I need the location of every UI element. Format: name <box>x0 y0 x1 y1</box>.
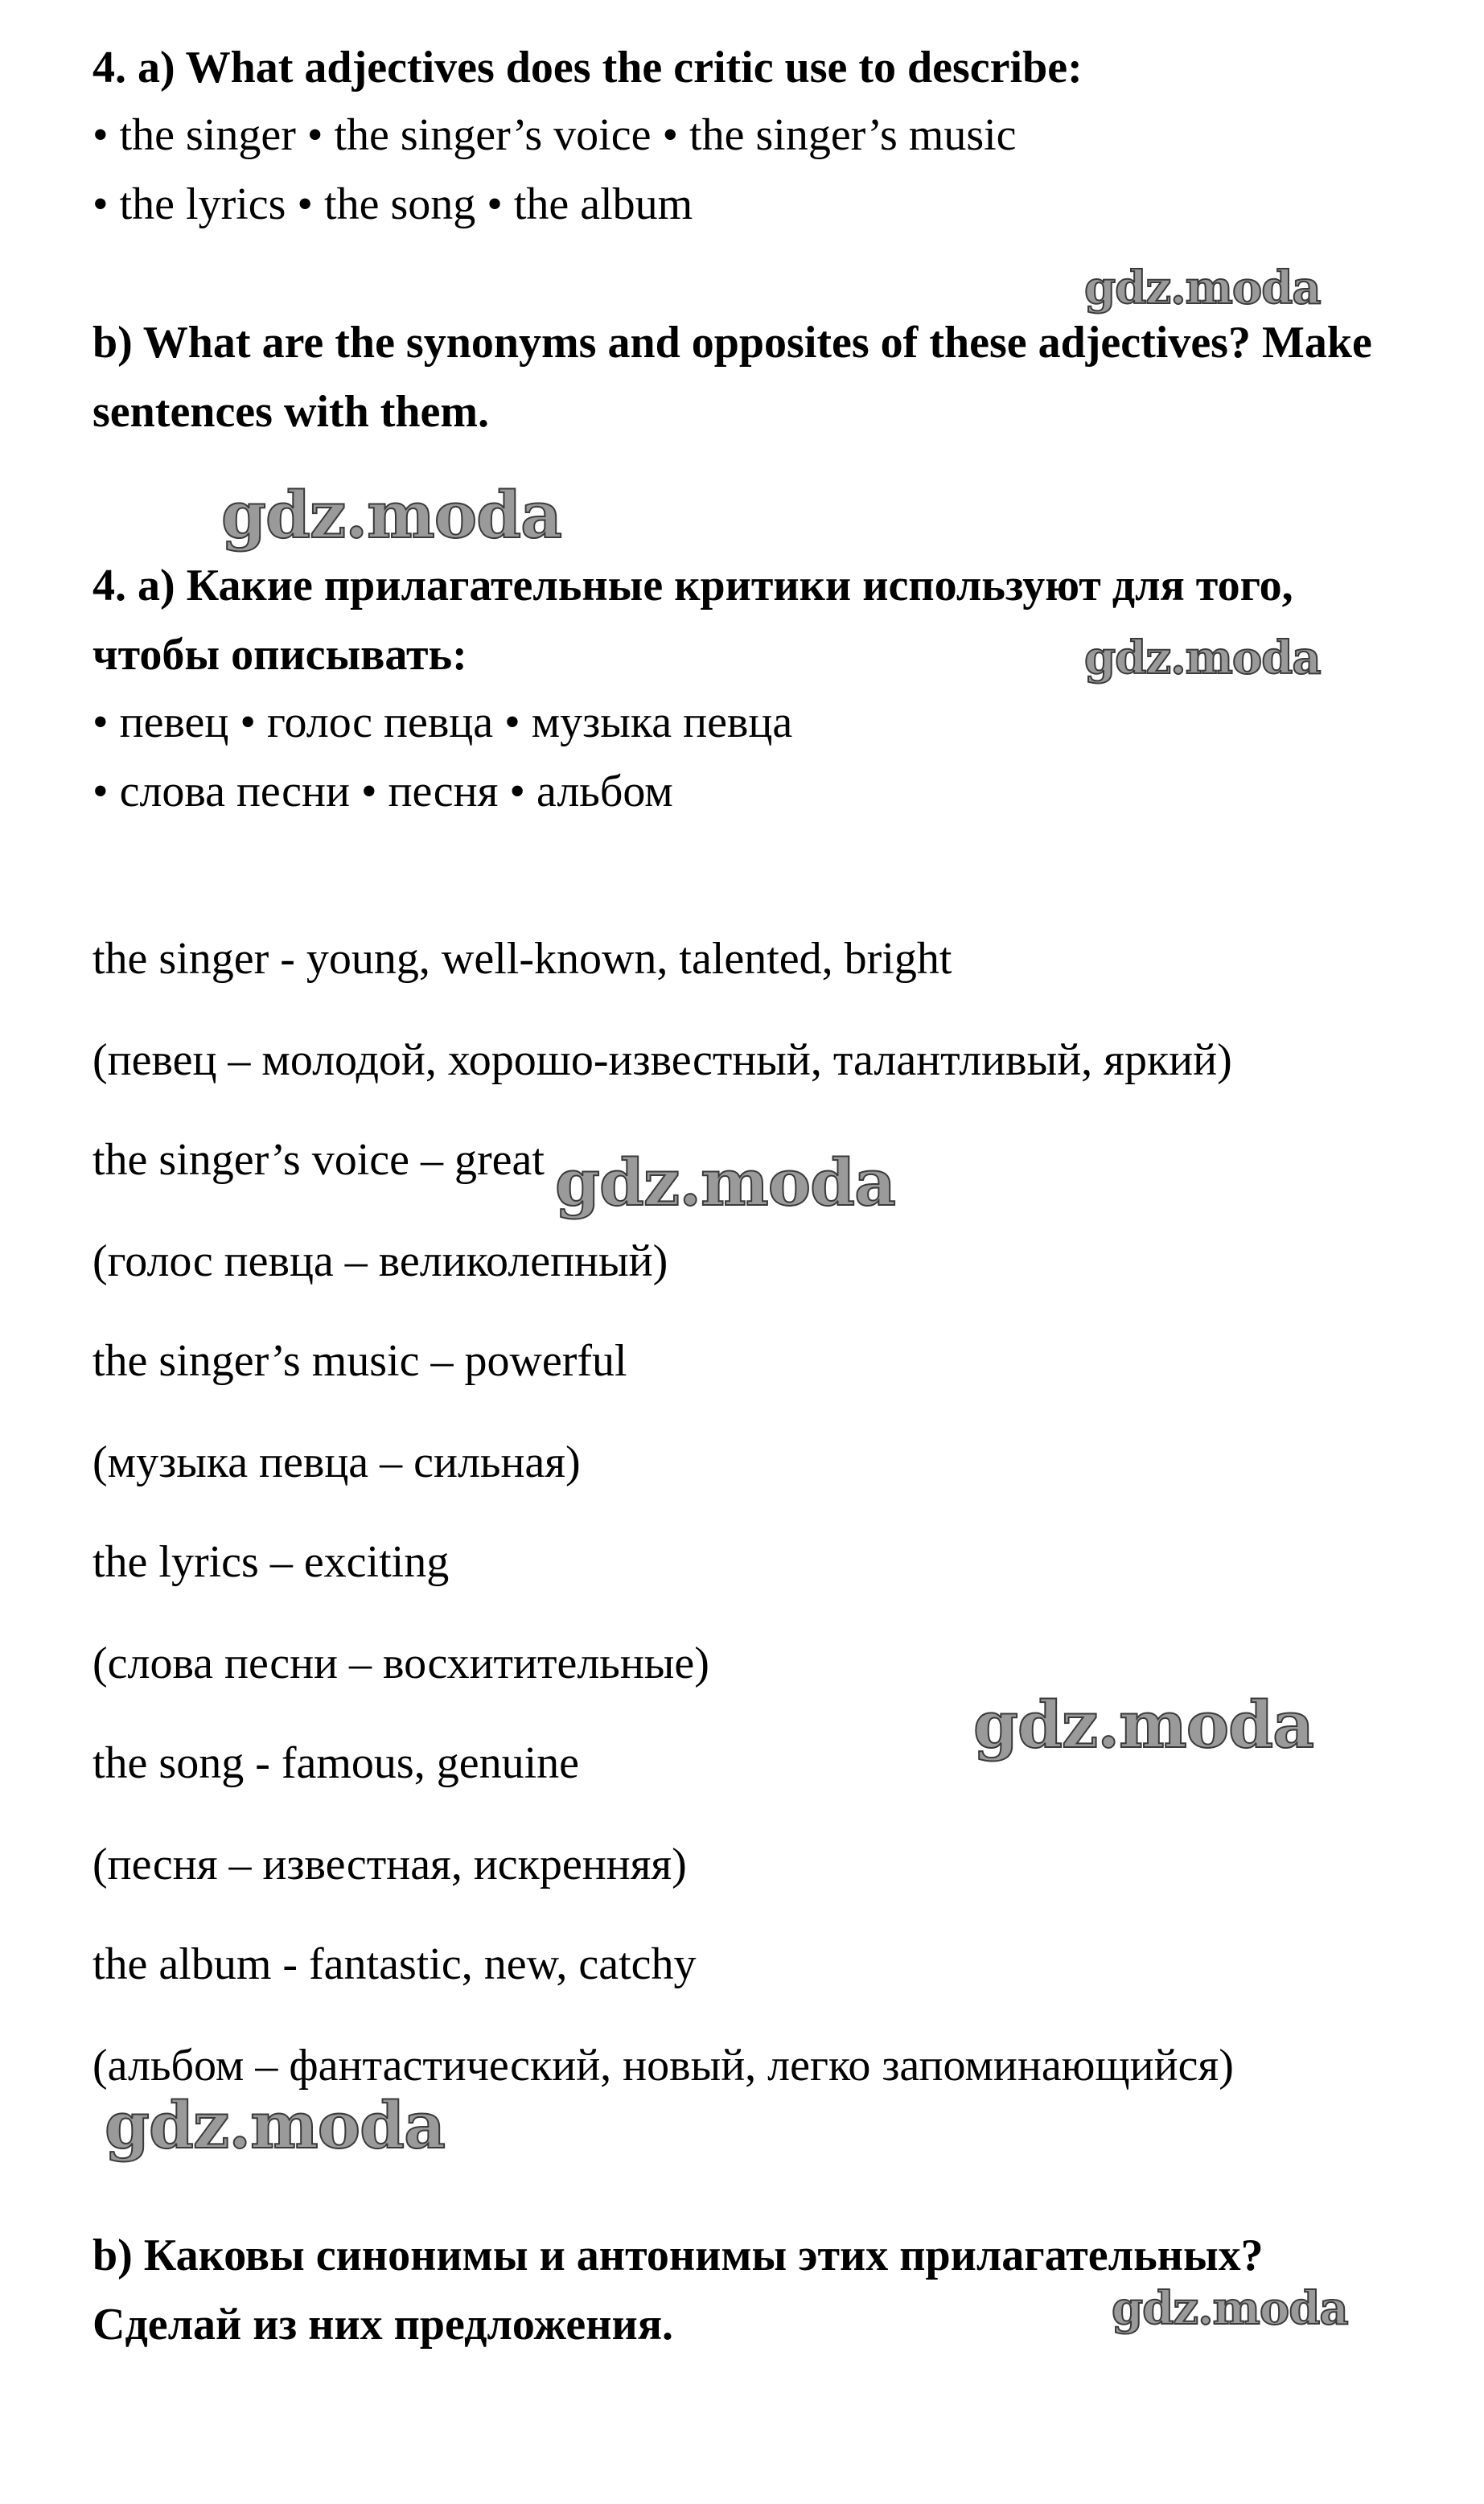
task-a-items-en-line1: • the singer • the singer’s voice • the singer’s music <box>92 110 1017 160</box>
answer-line: the lyrics – exciting <box>92 1537 450 1587</box>
answer-line: the singer’s voice – great <box>92 1135 545 1185</box>
task-a-items-en-line2: • the lyrics • the song • the album <box>92 179 693 229</box>
answer-line: (музыка певца – сильная) <box>92 1437 581 1487</box>
answer-line: the singer’s music – powerful <box>92 1336 627 1386</box>
answer-line: (альбом – фантастический, новый, легко запоминающийся) <box>92 2041 1234 2091</box>
answer-line: (голос певца – великолепный) <box>92 1236 668 1286</box>
answer-line: the singer - young, well-known, talented, bright <box>92 934 952 984</box>
answer-line: the album - fantastic, new, catchy <box>92 1939 697 1989</box>
watermark: gdz.moda <box>555 1145 895 1220</box>
task-b-en-line1: b) What are the synonyms and opposites of these adjectives? Make <box>92 318 1372 368</box>
task-b-ru-line2: Сделай из них предложения. <box>92 2300 674 2350</box>
task-b-ru-line1: b) Каковы синонимы и антонимы этих прилагательных? <box>92 2231 1264 2280</box>
answer-line: (певец – молодой, хорошо-известный, талантливый, яркий) <box>92 1035 1232 1085</box>
task-a-ru-line1: 4. a) Какие прилагательные критики используют для того, <box>92 561 1293 611</box>
task-a-items-ru-line2: • слова песни • песня • альбом <box>92 767 673 816</box>
watermark: gdz.moda <box>1084 631 1321 685</box>
answer-line: the song - famous, genuine <box>92 1738 579 1788</box>
task-a-items-ru-line1: • певец • голос певца • музыка певца <box>92 697 793 747</box>
watermark: gdz.moda <box>105 2087 445 2163</box>
answer-line: (песня – известная, искренняя) <box>92 1840 687 1889</box>
watermark: gdz.moda <box>221 477 561 553</box>
watermark: gdz.moda <box>973 1687 1313 1762</box>
answer-line: (слова песни – восхитительные) <box>92 1638 709 1688</box>
watermark: gdz.moda <box>1112 2282 1348 2335</box>
watermark: gdz.moda <box>1084 261 1321 315</box>
task-a-ru-line2: чтобы описывать: <box>92 630 467 680</box>
task-b-en-line2: sentences with them. <box>92 387 490 437</box>
task-a-heading-en: 4. a) What adjectives does the critic use to describe: <box>92 43 1083 93</box>
